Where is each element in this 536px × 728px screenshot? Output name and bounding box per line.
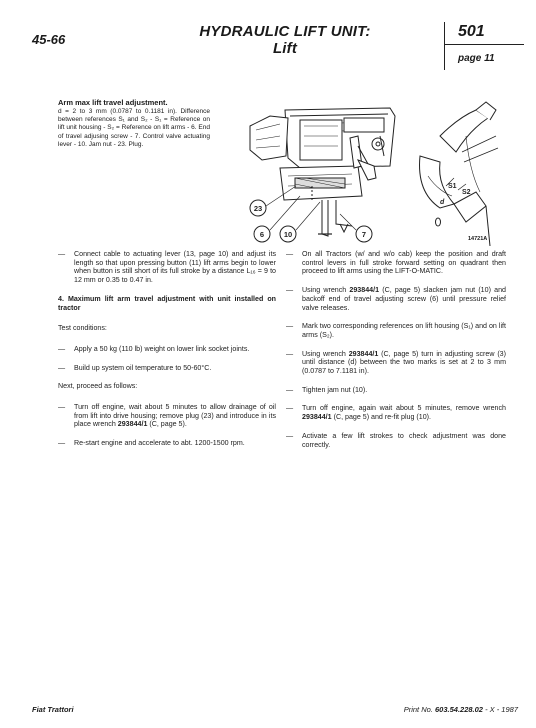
test-conditions-label: Test conditions: [58, 324, 107, 333]
right-column [286, 250, 506, 459]
title-line-2: Lift [272, 40, 298, 57]
right-item-2: — Using wrench 293844/1 (C, page 5) slacken jam nut (10) and backoff end of travel adjusting screw (6) until pressure relief valve releases. [286, 286, 506, 312]
page-label: page 11 [458, 53, 495, 64]
lift-unit-diagram [240, 96, 504, 246]
left-item-4: — Turn off engine, wait about 5 minutes to allow drainage of oil from lift into drive housing; remove plug (23) and introduce in its place wrench 293844/1 (C, page 5). [58, 403, 276, 429]
right-item-7: — Activate a few lift strokes to check adjustment was done correctly. [286, 431, 506, 449]
callout-23: 23 [253, 204, 263, 213]
section-number: 501 [458, 23, 485, 40]
left-item-1: — Connect cable to actuating lever (13, page 10) and adjust its length so that upon pressing button (11) lift arms begin to lower when button is still short of its full stroke by a distance L₁₆ = 9 to 12 mm or 0.35 to 0.47 in. [58, 250, 276, 285]
right-item-5: — Tighten jam nut (10). [286, 385, 368, 394]
header-divider-vertical [444, 22, 445, 70]
figure-caption-body: d = 2 to 3 mm (0.0787 to 0.1181 in). Difference between references S₁ and S₂ - S₁ = Reference on lift unit housing - S₂ = Reference on lift arms - 6. End of travel adjusing screw - 7. Control valve actuating lever - 10. Jam nut - 23. Plug. [58, 108, 210, 148]
footer-print-number: Print No. 603.54.228.02 - X - 1987 [403, 705, 518, 714]
label-s1: S1 [448, 183, 457, 190]
footer-publisher: Fiat Trattori [32, 705, 74, 714]
title-line-1: HYDRAULIC LIFT UNIT: [199, 23, 371, 40]
label-s2: S2 [462, 189, 471, 196]
page-code: 45-66 [32, 32, 66, 47]
right-item-3: — Mark two corresponding references on lift housing (S₁) and on lift arms (S₂). [286, 322, 506, 339]
figure-code: 14721A [468, 236, 488, 242]
section-heading: 4. Maximum lift arm travel adjustment with unit installed on tractor [58, 294, 276, 312]
right-item-1: — On all Tractors (w/ and w/o cab) keep the position and draft control levers in full stroke forward setting on quadrant then proceed to lift arms using the LIFT-O-MATIC. [286, 250, 506, 276]
callout-10: 10 [283, 230, 293, 239]
header-divider-horizontal [444, 44, 524, 45]
left-item-3: — Build up system oil temperature to 50-60°C. [58, 363, 212, 372]
callout-6: 6 [259, 230, 265, 239]
label-d: d [440, 199, 445, 206]
left-item-2: — Apply a 50 kg (110 lb) weight on lower link socket joints. [58, 344, 250, 353]
page-title [160, 23, 410, 57]
left-item-5: — Re-start engine and accelerate to abt. 1200-1500 rpm. [58, 439, 245, 448]
callout-7: 7 [361, 230, 367, 239]
left-column [58, 250, 276, 458]
right-item-4: — Using wrench 293844/1 (C, page 5) turn in adjusting screw (3) until distance (d) between the two marks is set at 2 to 3 mm (0.0787 to 7.1181 in). [286, 349, 506, 376]
proceed-label: Next, proceed as follows: [58, 382, 138, 391]
right-item-6: — Turn off engine, again wait about 5 minutes, remove wrench 293844/1 (C, page 5) and re-fit plug (10). [286, 404, 506, 422]
figure-caption-title: Arm max lift travel adjustment. [58, 98, 168, 107]
